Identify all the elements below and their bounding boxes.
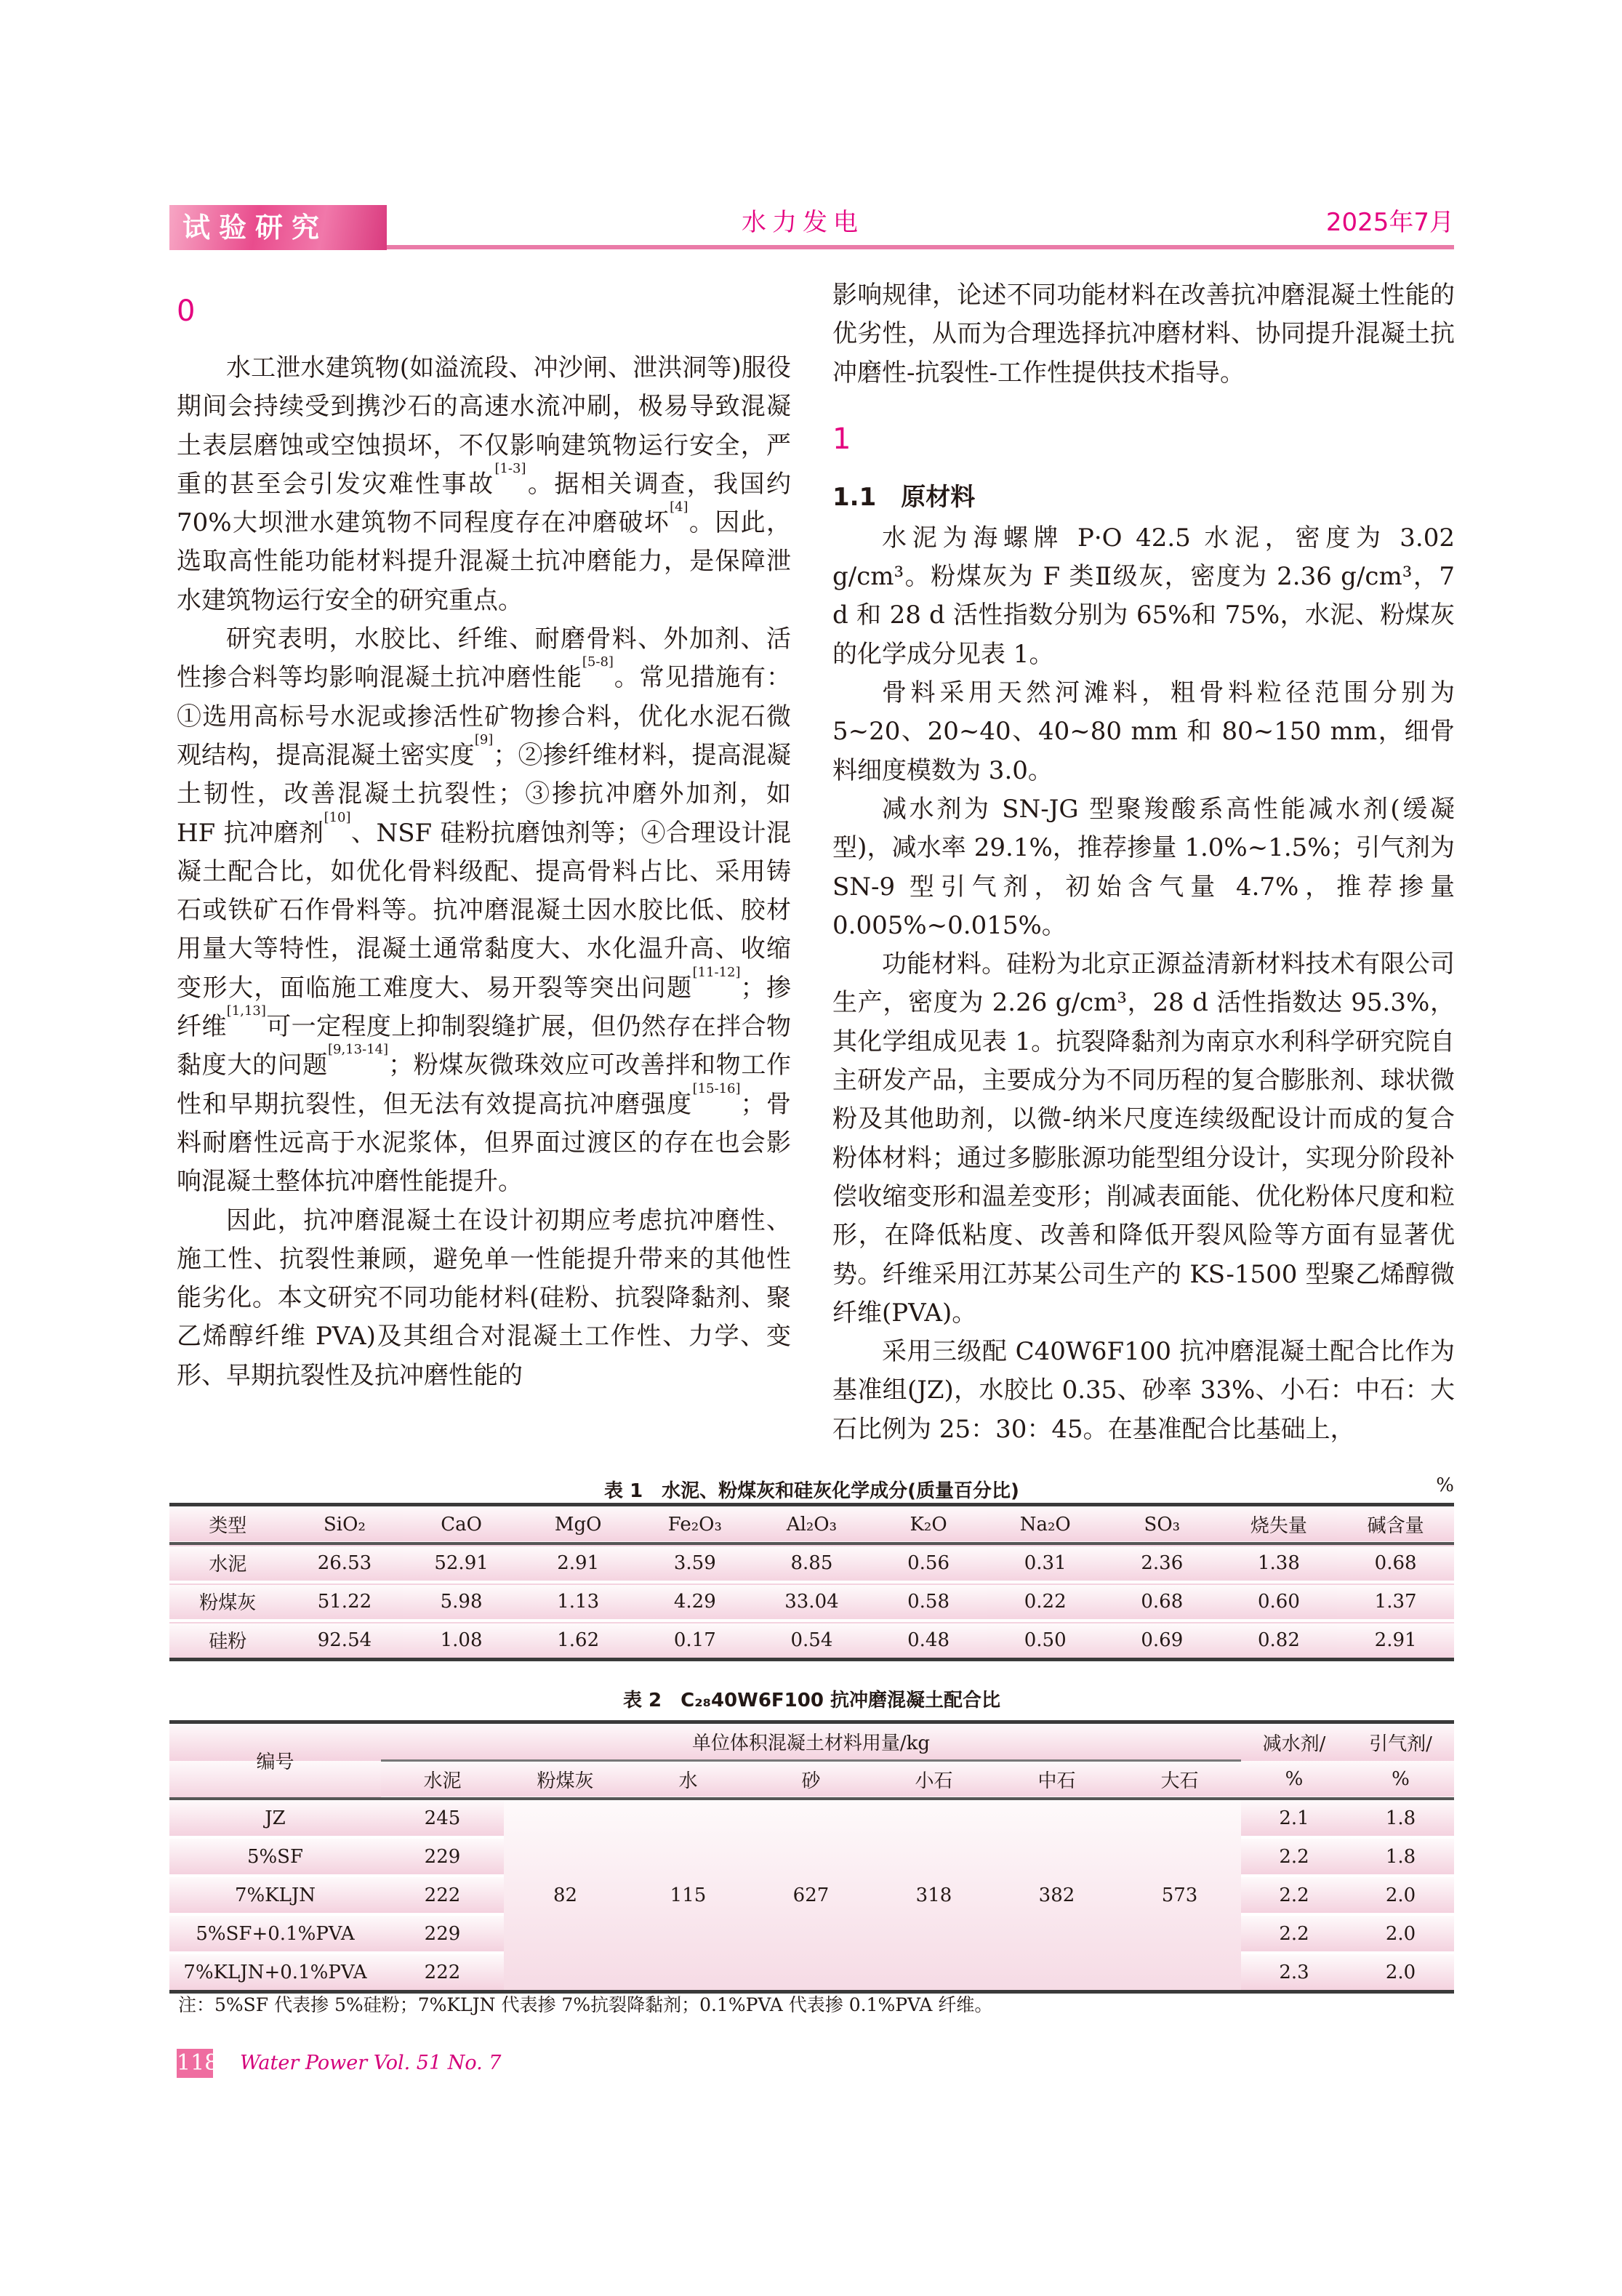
table-cell: 2.2 [1241,1876,1347,1914]
section-heading-1: 1 [832,422,851,456]
text-run: ；粉煤灰微珠效应可改善拌和物工作性和早期抗裂性，但无法有效提高抗冲磨强度 [177,1051,791,1119]
table-cell: 1.13 [557,1590,600,1613]
table-cell: 1.62 [557,1629,600,1651]
table-cell: 4.29 [673,1590,716,1613]
text-run: 。据相关调查，我国约70%大坝泄水建筑物不同程度存在冲磨破坏 [177,469,791,538]
right-column [832,276,1455,1449]
table-cell: 2.0 [1347,1914,1454,1953]
table-cell: 2.1 [1241,1799,1347,1837]
table-cell: 2.91 [1374,1629,1417,1651]
column-header: Al₂O₃ [786,1513,838,1536]
column-header: 类型 [209,1515,247,1537]
paragraph: 功能材料。硅粉为北京正源益清新材料技术有限公司生产，密度为 2.26 g/cm³，28 d 活性指数达 95.3%，其化学组成见表 1。抗裂降黏剂为南京水利科学研究院自主研发产品，主要成分为不同历程的复合膨胀剂、球状微粉及其他助剂，以微-纳米尺度连续级配设计而成的复合粉体材料；通过多膨胀源功能型组分设计，实现分阶段补偿收缩变形和温差变形；削减表面能、优化粉体尺度和粒形，在降低粘度、改善和降低开裂风险等方面有显著优势。纤维采用江苏某公司生产的 KS-1500 型聚乙烯醇微纤维(PVA)。 [832,950,1455,1328]
text-run: ；掺纤维 [177,973,792,1042]
group-header: 单位体积混凝土材料用量/kg [381,1722,1241,1761]
table-header [169,1722,1454,1799]
table-row [169,1621,1454,1660]
column-header: MgO [554,1513,602,1536]
table-cell: 2.0 [1347,1953,1454,1992]
citation: [15-16] [692,1080,741,1096]
table-cell: 229 [381,1837,504,1876]
table-cell: 0.58 [907,1590,949,1613]
table-cell: 245 [381,1799,504,1837]
column-header-unit: % [1392,1767,1410,1790]
row-label: 7%KLJN [169,1876,381,1914]
column-header: 小石 [915,1770,953,1792]
citation: [10] [324,809,351,825]
merged-cell: 627 [750,1799,872,1992]
row-label: 7%KLJN+0.1%PVA [169,1953,381,1992]
column-header: 水泥 [423,1770,462,1792]
table1-unit: % [1436,1474,1454,1496]
column-header: 大石 [1160,1770,1199,1792]
table-cell: 2.91 [557,1552,600,1574]
table1-caption: 表 1 水泥、粉煤灰和硅灰化学成分(质量百分比) [604,1480,1019,1502]
table-cell: 0.56 [907,1552,949,1574]
table2-caption: 表 2 C₂₈40W6F100 抗冲磨混凝土配合比 [622,1690,1001,1711]
text-run: 因此，抗冲磨混凝土在设计初期应考虑抗冲磨性、施工性、抗裂性兼顾，避免单一性能提升带来的其他性能劣化。本文研究不同功能材料(硅粉、抗裂降黏剂、聚乙烯醇纤维 PVA)及其组合对混凝土工作性、力学、变形、早期抗裂性及抗冲磨性能的 [177,1205,791,1390]
table-cell: 3.59 [673,1552,716,1574]
column-header: SiO₂ [324,1513,366,1536]
table-cell: 52.91 [434,1552,489,1574]
row-label: 5%SF [169,1837,381,1876]
table2-note: 注：5%SF 代表掺 5%硅粉；7%KLJN 代表掺 7%抗裂降黏剂；0.1%PVA 代表掺 0.1%PVA 纤维。 [178,1994,993,2015]
citation: [1-3] [494,460,526,476]
merged-cell: 82 [504,1799,627,1992]
citation: [9,13-14] [327,1042,389,1058]
citation: [4] [670,499,688,515]
merged-cell: 573 [1118,1799,1241,1992]
table-cell: 2.3 [1241,1953,1347,1992]
table-header [169,1505,1454,1544]
table-cell: 0.82 [1257,1629,1300,1651]
row-label: 粉煤灰 [199,1592,257,1614]
table-cell: 1.37 [1374,1590,1417,1613]
paragraph: 水泥为海螺牌 P·O 42.5 水泥，密度为 3.02 g/cm³。粉煤灰为 F 类Ⅱ级灰，密度为 2.36 g/cm³，7 d 和 28 d 活性指数分别为 65%和 75%，水泥、粉煤灰的化学成分见表 1。 [832,523,1455,669]
table-body [169,1544,1454,1660]
column-header: SO₃ [1144,1513,1181,1536]
table-cell: 229 [381,1914,504,1953]
column-header: 减水剂/ [1262,1733,1326,1755]
paragraph [177,620,791,1201]
journal-footer: Water Power Vol. 51 No. 7 [240,2052,502,2074]
column-header-unit: % [1285,1767,1304,1790]
table-cell: 2.36 [1141,1552,1184,1574]
table-row [169,1582,1454,1621]
table-cell: 0.68 [1374,1552,1417,1574]
table-cell: 0.31 [1024,1552,1067,1574]
table-cell: 1.08 [440,1629,483,1651]
table-mix-proportion [169,1720,1454,1994]
text-run: 研究表明，水胶比、纤维、耐磨骨料、外加剂、活性掺合料等均影响混凝土抗冲磨性能 [177,625,791,693]
column-header: 碱含量 [1367,1515,1424,1537]
table-cell: 8.85 [790,1552,833,1574]
column-header: K₂O [910,1513,947,1536]
paragraph: 减水剂为 SN-JG 型聚羧酸系高性能减水剂(缓凝型)，减水率 29.1%，推荐掺量 1.0%~1.5%；引气剂为 SN-9 型引气剂，初始含气量 4.7%，推荐掺量 0.005%~0.015%。 [832,794,1455,940]
table-cell: 0.17 [673,1629,716,1651]
column-header: 水 [678,1770,698,1792]
paragraph [177,349,791,620]
column-header: 中石 [1037,1770,1076,1792]
text-run: ；②掺纤维材料，提高混凝土韧性，改善混凝土抗裂性；③掺抗冲磨外加剂，如 HF 抗冲磨剂 [177,740,792,848]
merged-cell: 382 [995,1799,1118,1992]
table-row [169,1799,1454,1837]
citation: [9] [474,731,494,747]
table-body [169,1799,1454,1992]
table-cell: 33.04 [784,1590,839,1613]
column-header: 引气剂/ [1369,1733,1432,1755]
table-cell: 0.48 [907,1629,949,1651]
left-column [177,349,791,1395]
column-header: 编号 [256,1751,294,1773]
issue-date: 2025年7月 [1325,208,1454,237]
table-cell: 0.69 [1141,1629,1184,1651]
row-label: 水泥 [209,1554,247,1576]
header-row [169,1722,1454,1761]
journal-title: 水力发电 [742,208,864,237]
text-run: 可一定程度上抑制裂缝扩展，但仍然存在拌合物黏度大的问题 [177,1012,792,1080]
table-cell: 1.8 [1347,1837,1454,1876]
column-header: Fe₂O₃ [667,1513,722,1536]
table-cell: 2.2 [1241,1914,1347,1953]
row-label: 5%SF+0.1%PVA [169,1914,381,1953]
column-header: 砂 [801,1770,821,1792]
table-cell: 5.98 [440,1590,483,1613]
row-label: 硅粉 [209,1631,247,1653]
text-run: 水工泄水建筑物(如溢流段、冲沙闸、泄洪洞等)服役期间会持续受到携沙石的高速水流冲刷，极易导致混凝土表层磨蚀或空蚀损坏，不仅影响建筑物运行安全，严重的甚至会引发灾难性事故 [177,353,791,499]
table-cell: 222 [381,1876,504,1914]
section-heading-0: 0 [177,294,196,328]
paragraph: 骨料采用天然河滩料，粗骨料粒径范围分别为 5~20、20~40、40~80 mm 和 80~150 mm，细骨料细度模数为 3.0。 [832,678,1455,785]
table-cell: 0.54 [790,1629,833,1651]
column-header: 烧失量 [1250,1515,1307,1537]
table-cell: 222 [381,1953,504,1992]
table-cell: 0.60 [1257,1590,1300,1613]
table-cell: 1.38 [1257,1552,1300,1574]
subsection-heading: 1.1 原材料 [832,482,976,512]
table-cell: 26.53 [317,1552,372,1574]
text-run: 。因此，选取高性能功能材料提升混凝土抗冲磨能力，是保障泄水建筑物运行安全的研究重点。 [177,508,792,615]
table-cell: 0.68 [1141,1590,1184,1613]
row-label: JZ [169,1799,381,1837]
table-cell: 92.54 [317,1629,372,1651]
text-run: 。常见措施有：①选用高标号水泥或掺活性矿物掺合料，优化水泥石微观结构，提高混凝土密实度 [177,663,791,770]
column-header: CaO [441,1513,482,1536]
table-cell: 0.50 [1024,1629,1067,1651]
page-number: 118 [177,2049,213,2078]
citation: [1,13] [226,1003,266,1019]
column-header: Na₂O [1019,1513,1071,1536]
table-cell: 1.8 [1347,1799,1454,1837]
header-row [169,1505,1454,1544]
table-cell: 2.2 [1241,1837,1347,1876]
merged-cell: 318 [872,1799,995,1992]
header-rule [387,245,1454,249]
table-chemical-composition [169,1503,1454,1661]
merged-cell: 115 [627,1799,750,1992]
paragraph: 影响规律，论述不同功能材料在改善抗冲磨混凝土性能的优劣性，从而为合理选择抗冲磨材料、协同提升混凝土抗冲磨性-抗裂性-工作性提供技术指导。 [832,281,1455,388]
table-cell: 2.0 [1347,1876,1454,1914]
section-badge: 试验研究 [169,205,387,250]
table-cell: 0.22 [1024,1590,1067,1613]
citation: [5-8] [582,654,614,670]
paragraph [177,1202,791,1395]
citation: [11-12] [692,964,741,980]
text-run: ；骨料耐磨性远高于水泥浆体，但界面过渡区的存在也会影响混凝土整体抗冲磨性能提升。 [177,1089,792,1197]
paragraph: 采用三级配 C40W6F100 抗冲磨混凝土配合比作为基准组(JZ)，水胶比 0.35、砂率 33%、小石：中石：大石比例为 25：30：45。在基准配合比基础上， [832,1337,1455,1444]
table-row [169,1544,1454,1582]
text-run: 、NSF 硅粉抗磨蚀剂等；④合理设计混凝土配合比，如优化骨料级配、提高骨料占比、采用铸石或铁矿石作骨料等。抗冲磨混凝土因水胶比低、胶材用量大等特性，混凝土通常黏度大、水化温升高、收缩变形大，面临施工难度大、易开裂等突出问题 [177,818,791,1003]
column-header: 粉煤灰 [537,1770,594,1792]
table-cell: 51.22 [317,1590,372,1613]
